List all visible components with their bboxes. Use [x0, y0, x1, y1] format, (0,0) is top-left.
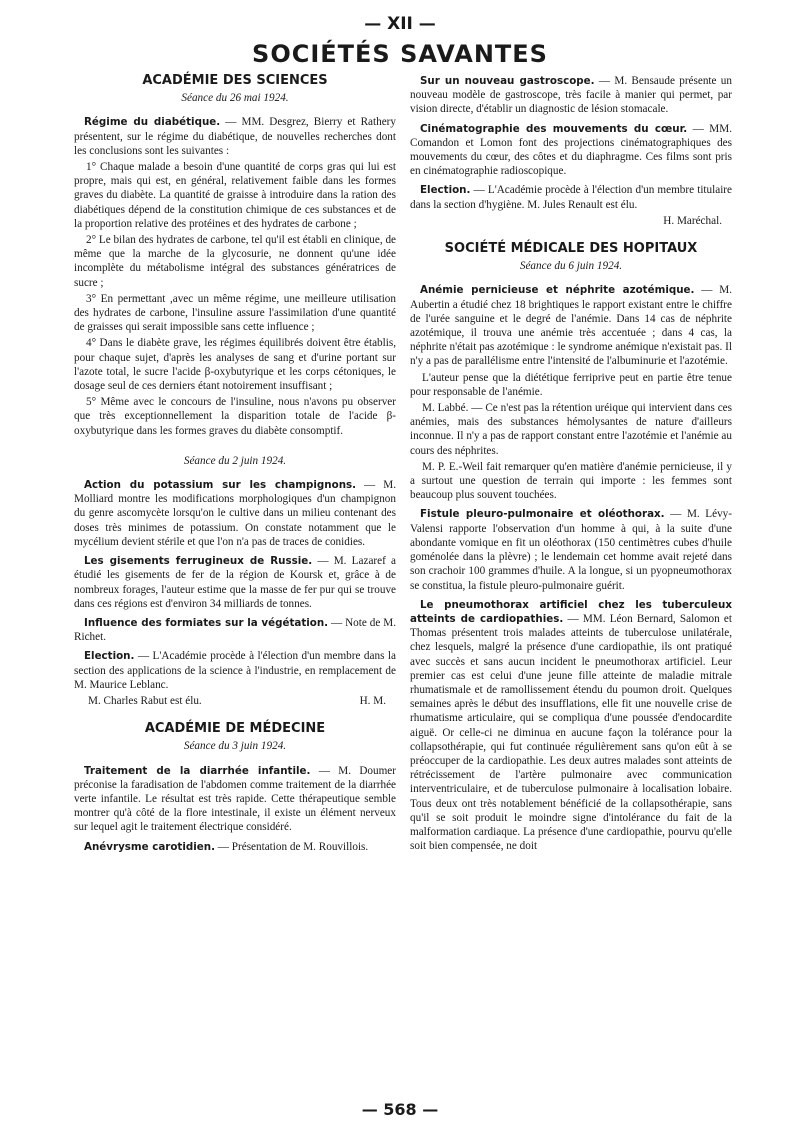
article-potassium [74, 478, 396, 549]
paragraph: 2° Le bilan des hydrates de carbone, tel qu'il est établi en clinique, de même que la marche de la glycosurie, ne donnent qu'une idée incomplète du métabolisme intégral des substances génératrices de sucre ; [74, 234, 396, 289]
article-title: Les gisements ferrugineux de Russie. [84, 555, 313, 568]
page-title: SOCIÉTÉS SAVANTES [252, 40, 548, 68]
article-regime-diabetique [74, 115, 396, 158]
article-title: Influence des formiates sur la végétation. [84, 616, 329, 629]
article-election-medecine [410, 183, 732, 211]
article-title: Anémie pernicieuse et néphrite azotémique. [420, 284, 695, 297]
paragraph: 1° Chaque malade a besoin d'une quantité de corps gras qui lui est propre, mais qui est, en général, relativement faible dans les formes graves du diabète. La quantité de graisse à introduire dans la ration des diabétiques dépend de la constitution chimique de ces substances et de la proportion relative des protéines et des hydrates de carbone ; [74, 161, 396, 230]
section-heading-societe-medicale: SOCIÉTÉ MÉDICALE DES HOPITAUX [444, 241, 698, 257]
right-column [410, 74, 732, 855]
article-formiates [74, 616, 396, 644]
author-initials: H. M. [359, 694, 386, 707]
article-text: — M. Lazaref a étudié les gisements de fer de la région de Koursk et, grâce à de nombreux forages, l'auteur estime que la masse de fer pur qui se trouve dans ces régions est d'environ 34 milliards de tonnes. [74, 555, 396, 610]
section-heading-academie-sciences: ACADÉMIE DES SCIENCES [142, 73, 328, 88]
paragraph: L'auteur pense que la diététique ferriprive peut en partie être tenue pour responsable de l'anémie. [410, 371, 732, 398]
article-title: Sur un nouveau gastroscope. [420, 75, 595, 87]
article-text: — M. Molliard montre les modifications morphologiques d'un champignon du genre ascomycète lorsqu'on le cultive dans un milieu contenant des doses très minimes de potassium. On constate notamment que le mycélium devient stérile et que l'on n'a pas de traces de conidies. [74, 479, 396, 548]
section-heading-academie-medecine: ACADÉMIE DE MÉDECINE [144, 721, 326, 737]
article-text: — M. Doumer préconise la faradisation de l'abdomen comme traitement de la diarrhée verte infantile. Le résultat est très rapide. Cette thérapeutique semble montrer qu'à côté de la flore intestinale, il existe un élément nerveux sur lequel agit le traitement électrique considéré. [74, 764, 396, 834]
paragraph: M. P. E.-Weil fait remarquer qu'en matière d'anémie pernicieuse, il y a surtout une question de terrain qui importe : les femmes sont beaucoup plus souvent touchées. [410, 460, 732, 502]
article-text: — MM. Desgrez, Bierry et Rathery présentent, sur le régime du diabétique, de nouvelles recherches dont les conclusions sont les suivantes : [74, 116, 396, 157]
article-title: Anévrysme carotidien. [84, 840, 215, 853]
elected-member: M. Charles Rabut est élu. [88, 694, 202, 707]
roman-page-number: — XII — [364, 14, 436, 34]
article-title: Election. [84, 650, 135, 663]
article-text: — M. Aubertin a étudié chez 18 brightiques le rapport existant entre le chiffre de l'urée sanguine et le degré de l'anémie. Dans 14 cas de néphrite azotémique, il trouva une anémie très accentuée ; dans 4 cas, la néphrite n'était pas azotémique : le syndrome anémique n'existait pas. Il n'y a pas de parallélisme entre l'intensité de l'albuminurie et l'azotémie. [410, 284, 732, 368]
article-text: — Présentation de M. Rouvillois. [215, 840, 369, 853]
article-diarrhee [74, 764, 396, 835]
sitting-date: Séance du 3 juin 1924. [183, 740, 287, 753]
article-text: — MM. Comandon et Lomon font des projections cinématographiques des mouvements du cœur, des côtes et du diaphragme. Ces films sont pris en cinématographie radioscopique. [410, 122, 732, 178]
article-text: — L'Académie procède à l'élection d'un membre dans la section des applications de la science à l'industrie, en remplacement de M. Maurice Leblanc. [74, 650, 396, 691]
article-text: — MM. Léon Bernard, Salomon et Thomas présentent trois malades atteints de tuberculose unilatérale, chez lesquels, malgré la présence d'une cardiopathie, ils ont pratiqué avec succès et sans aucun incident le pneumothorax artificiel. Leur premier cas est celui d'une jeune fille atteinte de maladie mitrale rhumatismale et de ramollissement étendu du poumon droit. Quelques semaines après le début des insufflations, elle fit une nouvelle crise de rhumatisme articulaire, qui se compliqua d'une poussée d'endocardite aiguë. Or celle-ci ne diminua en aucune façon la tolérance pour la collapsothérapie, qui fut continuée régulièrement sans qu'on eût à se préoccuper de la cardiopathie. Les deux autres malades sont atteints de rétrécissement de l'artère pulmonaire avec communication interventriculaire, et de tuberculose pulmonaire à localisation lobaire. Tous deux ont très notablement bénéficié de la collapsothérapie, sans qu'il se soit produit le moindre signe d'intolérance du fait de la malformation cardiaque. La présence d'une cardiopathie, pourvu qu'elle soit bien compensée, ne doit [410, 612, 732, 853]
article-title: Traitement de la diarrhée infantile. [84, 764, 311, 777]
paragraph: 5° Même avec le concours de l'insuline, nous n'avons pu observer que très exceptionnellement la disparition totale de l'acide β-oxybutyrique dans les formes graves du diabète consomptif. [74, 396, 396, 437]
article-anevrysme [74, 840, 396, 854]
page-number: — 568 — [361, 1100, 439, 1119]
left-column [74, 74, 396, 856]
article-text: — M. Lévy-Valensi rapporte l'observation d'un homme à qui, à la suite d'une abondante vomique en fit un oléothorax (150 centimètres cubes d'huile goménolée dans la plèvre) ; le lendemain cet homme avait rejeté dans son crachoir 100 grammes d'huile. A la longue, si un pyopneumothorax se constitua, la fistule pleuro-pulmonaire guérit. [410, 508, 732, 592]
article-pneumothorax [410, 598, 732, 854]
article-gisements [74, 554, 396, 611]
article-election [74, 649, 396, 692]
paragraph: 4° Dans le diabète grave, les régimes équilibrés doivent être établis, pour chaque sujet, d'après les analyses de sang et d'urine portant sur l'azote total, le sucre l'acide β-oxybutyrique et les corps cétoniques, le dosage seul de ces derniers étant notoirement insuffisant ; [74, 337, 396, 393]
article-title: Le pneumothorax artificiel chez les tuberculeux atteints de cardiopathies. [410, 598, 732, 625]
article-cinematographie [410, 122, 732, 179]
article-text: — L'Académie procède à l'élection d'un membre titulaire dans la section d'hygiène. M. Jules Renault est élu. [410, 184, 732, 211]
paragraph: M. Labbé. — Ce n'est pas la rétention uréique qui intervient dans ces anémies, mais des substances hémolysantes de nature d'ailleurs inconnue. Il n'y a pas de rapport constant entre l'azotémie et l'anémie au cours des néphrites. [410, 402, 732, 457]
article-title: Régime du diabétique. [84, 116, 221, 129]
sitting-date: Séance du 26 mai 1924. [181, 92, 289, 105]
article-text: — M. Bensaude présente un nouveau modèle de gastroscope, très facile à manier qui permet, par vision directe, d'établir un diagnostic de lésion stomacale. [410, 75, 732, 116]
paragraph: 3° En permettant ,avec un même régime, une meilleure utilisation des hydrates de carbone, l'insuline assure l'assimilation d'une quantité de graisses qui serait impossible sans cette influence ; [74, 292, 396, 334]
article-text: — Note de M. Richet. [74, 616, 396, 644]
sitting-date: Séance du 6 juin 1924. [519, 260, 623, 273]
article-fistule [410, 507, 732, 592]
article-title: Action du potassium sur les champignons. [84, 479, 357, 492]
article-anemie [410, 283, 732, 368]
article-title: Cinématographie des mouvements du cœur. [420, 122, 688, 135]
sitting-date: Séance du 2 juin 1924. [183, 454, 287, 467]
author-signature: H. Maréchal. [663, 214, 722, 227]
signature-line [74, 694, 396, 708]
article-title: Election. [420, 184, 471, 197]
article-gastroscope [410, 74, 732, 117]
article-title: Fistule pleuro-pulmonaire et oléothorax. [420, 508, 665, 521]
